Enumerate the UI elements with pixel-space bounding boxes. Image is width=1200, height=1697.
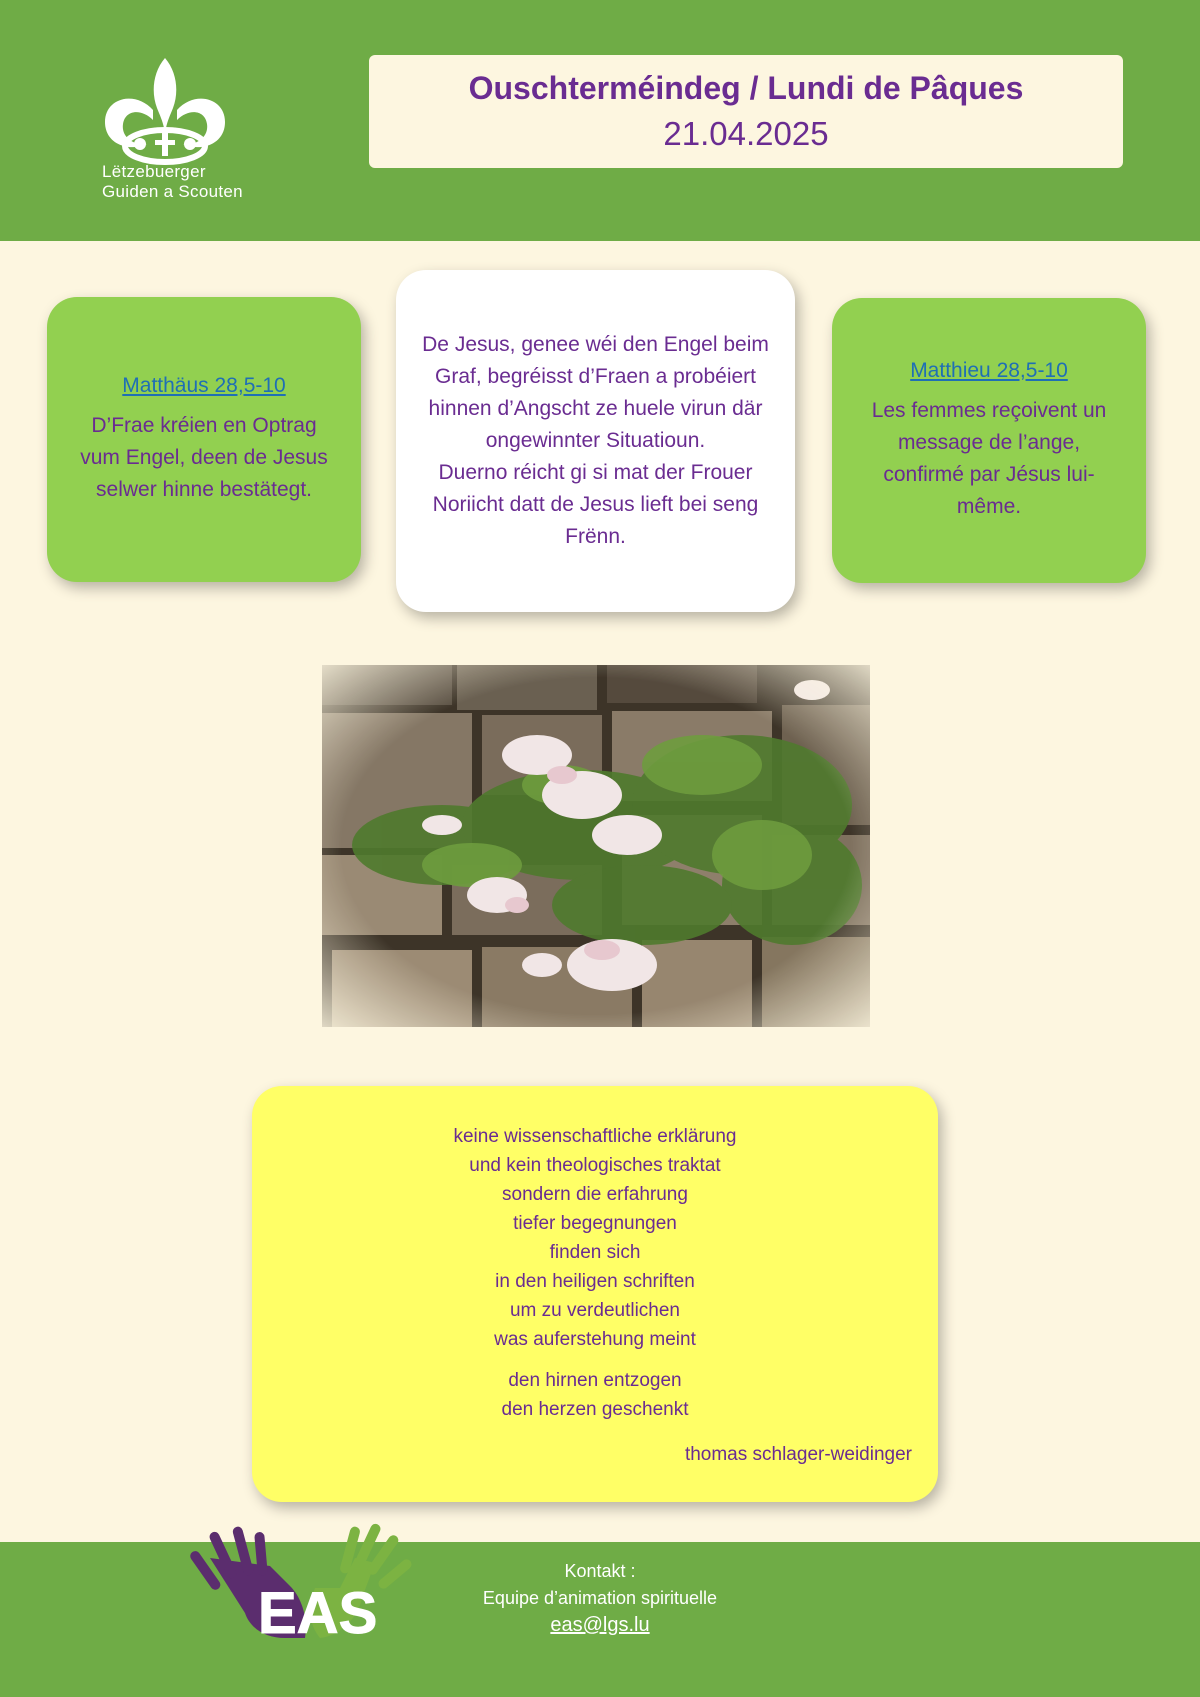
poem-line: was auferstehung meint — [494, 1329, 696, 1350]
center-card-paragraph1: De Jesus, genee wéi den Engel beim Graf, begréisst d’Fraen a probéiert hinnen d’Angscht ze huele virun där ongewinnter Situatioun. — [422, 333, 769, 452]
poem-line: finden sich — [549, 1242, 641, 1263]
title-box — [369, 55, 1123, 168]
contact-label: Kontakt : — [564, 1561, 636, 1581]
page-title: Ouschterméindeg / Lundi de Pâques — [468, 70, 1024, 106]
poem-line: den herzen geschenkt — [501, 1399, 689, 1420]
poem-line: den hirnen entzogen — [508, 1370, 682, 1391]
poem-line: sondern die erfahrung — [502, 1184, 688, 1205]
contact-block — [450, 1558, 750, 1639]
poem-line: und kein theologisches traktat — [469, 1155, 721, 1176]
poem-line: um zu verdeutlichen — [509, 1300, 681, 1321]
contact-email-link[interactable]: eas@lgs.lu — [550, 1614, 650, 1636]
right-card — [832, 298, 1146, 583]
poem-author: thomas schlager-weidinger — [684, 1444, 912, 1465]
matthieu-reference-link[interactable]: Matthieu 28,5-10 — [910, 358, 1068, 382]
poem-stanza-2 — [502, 1366, 689, 1424]
flower-wall-photo — [322, 665, 870, 1027]
logo-text — [102, 162, 243, 202]
eas-hands-logo — [190, 1518, 420, 1648]
poem-line: in den heiligen schriften — [495, 1271, 695, 1292]
logo-text-line2: Guiden a Scouten — [102, 182, 243, 201]
right-card-text: Les femmes reçoivent un message de l’ange, confirmé par Jésus lui-même. — [871, 398, 1107, 518]
left-card-text: D’Frae kréien en Optrag vum Engel, deen de Jesus selwer hinne bestätegt. — [80, 413, 328, 501]
center-card — [396, 270, 795, 612]
center-card-paragraph2: Duerno réicht gi si mat der Frouer Noriicht datt de Jesus lieft bei seng Frënn. — [432, 461, 759, 548]
contact-team: Equipe d’animation spirituelle — [482, 1588, 718, 1608]
left-card — [47, 297, 361, 582]
page-date: 21.04.2025 — [663, 115, 829, 152]
poem-line: tiefer begegnungen — [513, 1213, 677, 1234]
poem-card — [252, 1086, 938, 1502]
poem-stanza-1 — [453, 1122, 736, 1354]
eas-logo-text: EAS — [258, 1581, 378, 1646]
poem-line: keine wissenschaftliche erklärung — [453, 1126, 737, 1147]
logo-text-line1: Lëtzebuerger — [102, 162, 206, 181]
matthaus-reference-link[interactable]: Matthäus 28,5-10 — [122, 373, 286, 397]
